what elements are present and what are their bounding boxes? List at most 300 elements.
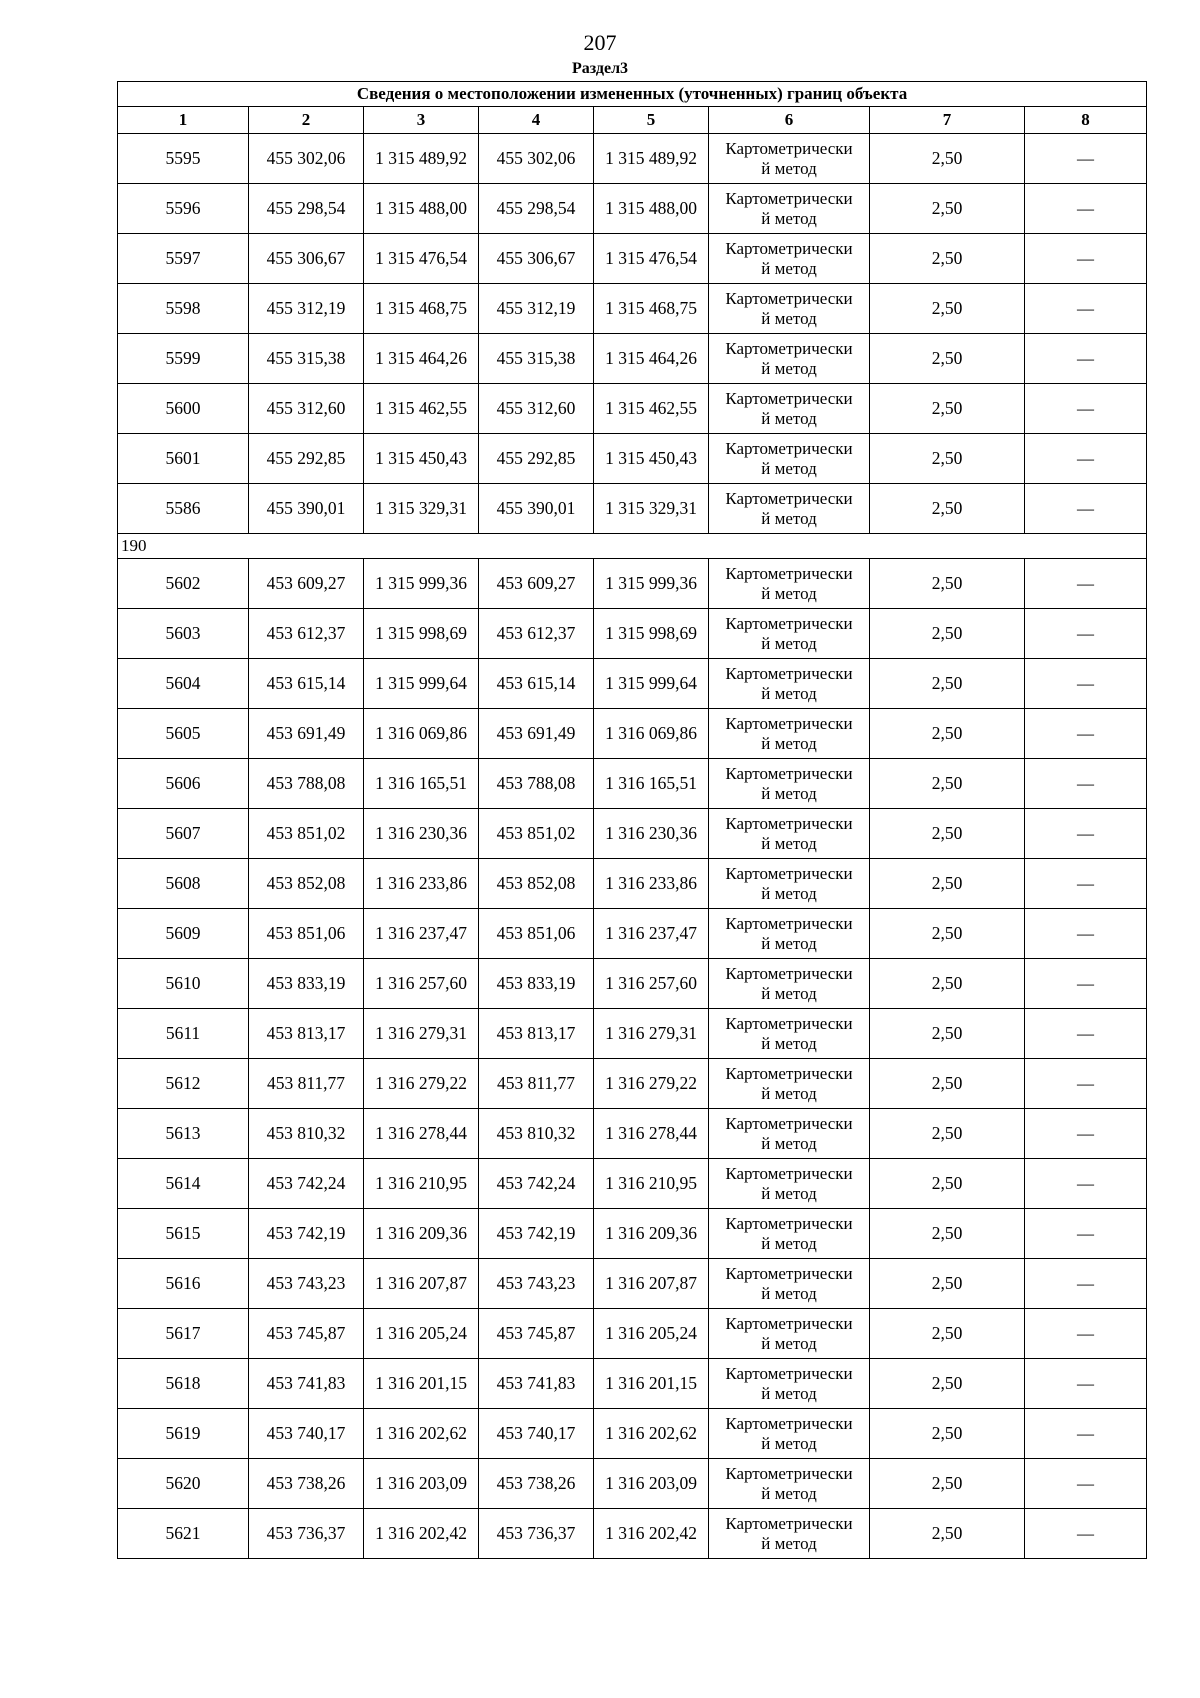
method-cell — [709, 1359, 870, 1409]
refined-y-cell: 1 315 489,92 — [594, 134, 709, 184]
refined-y-cell: 1 316 279,31 — [594, 1009, 709, 1059]
accuracy-cell: 2,50 — [870, 1109, 1025, 1159]
accuracy-cell: 2,50 — [870, 284, 1025, 334]
accuracy-cell: 2,50 — [870, 234, 1025, 284]
refined-x-cell: 455 312,60 — [479, 384, 594, 434]
refined-y-cell: 1 315 476,54 — [594, 234, 709, 284]
method-line-1: Картометрически — [725, 913, 853, 933]
description-cell: — — [1025, 909, 1147, 959]
method-line-2: й метод — [761, 458, 817, 478]
description-cell: — — [1025, 284, 1147, 334]
existing-x-cell: 453 813,17 — [249, 1009, 364, 1059]
point-number-cell: 5617 — [118, 1309, 249, 1359]
description-cell: — — [1025, 759, 1147, 809]
point-number-cell: 5613 — [118, 1109, 249, 1159]
existing-y-cell: 1 316 233,86 — [364, 859, 479, 909]
point-number-cell: 5620 — [118, 1459, 249, 1509]
refined-x-cell: 455 312,19 — [479, 284, 594, 334]
refined-x-cell: 455 302,06 — [479, 134, 594, 184]
method-line-2: й метод — [761, 883, 817, 903]
refined-y-cell: 1 315 462,55 — [594, 384, 709, 434]
method-line-2: й метод — [761, 833, 817, 853]
method-line-2: й метод — [761, 1483, 817, 1503]
accuracy-cell: 2,50 — [870, 859, 1025, 909]
refined-x-cell: 453 736,37 — [479, 1509, 594, 1559]
existing-x-cell: 453 851,06 — [249, 909, 364, 959]
method-cell — [709, 184, 870, 234]
method-line-1: Картометрически — [725, 138, 853, 158]
method-line-1: Картометрически — [725, 238, 853, 258]
point-number-cell: 5618 — [118, 1359, 249, 1409]
accuracy-cell: 2,50 — [870, 484, 1025, 534]
refined-y-cell: 1 315 450,43 — [594, 434, 709, 484]
existing-x-cell: 453 852,08 — [249, 859, 364, 909]
table-row — [118, 484, 1147, 534]
table-row — [118, 1359, 1147, 1409]
refined-x-cell: 453 612,37 — [479, 609, 594, 659]
method-cell — [709, 434, 870, 484]
accuracy-cell: 2,50 — [870, 1209, 1025, 1259]
refined-x-cell: 453 852,08 — [479, 859, 594, 909]
method-line-2: й метод — [761, 508, 817, 528]
point-number-cell: 5614 — [118, 1159, 249, 1209]
accuracy-cell: 2,50 — [870, 909, 1025, 959]
table-row — [118, 859, 1147, 909]
refined-x-cell: 453 742,24 — [479, 1159, 594, 1209]
description-cell: — — [1025, 809, 1147, 859]
existing-y-cell: 1 316 278,44 — [364, 1109, 479, 1159]
method-line-1: Картометрически — [725, 613, 853, 633]
method-cell — [709, 909, 870, 959]
refined-x-cell: 453 738,26 — [479, 1459, 594, 1509]
method-line-1: Картометрически — [725, 438, 853, 458]
refined-y-cell: 1 316 278,44 — [594, 1109, 709, 1159]
method-cell — [709, 1109, 870, 1159]
method-line-1: Картометрически — [725, 1363, 853, 1383]
method-cell — [709, 859, 870, 909]
table-body — [118, 134, 1147, 1559]
table-row — [118, 1459, 1147, 1509]
existing-x-cell: 453 811,77 — [249, 1059, 364, 1109]
description-cell: — — [1025, 184, 1147, 234]
description-cell: — — [1025, 1459, 1147, 1509]
refined-x-cell: 455 315,38 — [479, 334, 594, 384]
accuracy-cell: 2,50 — [870, 659, 1025, 709]
description-cell: — — [1025, 484, 1147, 534]
refined-y-cell: 1 316 202,62 — [594, 1409, 709, 1459]
table-caption-row — [118, 82, 1147, 107]
description-cell: — — [1025, 134, 1147, 184]
refined-y-cell: 1 315 998,69 — [594, 609, 709, 659]
refined-y-cell: 1 315 329,31 — [594, 484, 709, 534]
accuracy-cell: 2,50 — [870, 1459, 1025, 1509]
existing-y-cell: 1 315 464,26 — [364, 334, 479, 384]
method-cell — [709, 384, 870, 434]
method-cell — [709, 1209, 870, 1259]
accuracy-cell: 2,50 — [870, 709, 1025, 759]
table-row — [118, 1009, 1147, 1059]
existing-y-cell: 1 315 489,92 — [364, 134, 479, 184]
column-number: 6 — [709, 107, 870, 134]
existing-y-cell: 1 316 207,87 — [364, 1259, 479, 1309]
refined-x-cell: 453 810,32 — [479, 1109, 594, 1159]
refined-x-cell: 453 788,08 — [479, 759, 594, 809]
description-cell: — — [1025, 384, 1147, 434]
existing-y-cell: 1 316 069,86 — [364, 709, 479, 759]
table-row — [118, 709, 1147, 759]
table-row — [118, 1209, 1147, 1259]
method-line-1: Картометрически — [725, 188, 853, 208]
table-row — [118, 1109, 1147, 1159]
refined-y-cell: 1 315 999,36 — [594, 559, 709, 609]
accuracy-cell: 2,50 — [870, 1359, 1025, 1409]
existing-y-cell: 1 315 476,54 — [364, 234, 479, 284]
description-cell: — — [1025, 609, 1147, 659]
method-line-2: й метод — [761, 583, 817, 603]
existing-x-cell: 453 742,19 — [249, 1209, 364, 1259]
column-number: 8 — [1025, 107, 1147, 134]
method-cell — [709, 1509, 870, 1559]
existing-x-cell: 453 691,49 — [249, 709, 364, 759]
table-row — [118, 1059, 1147, 1109]
method-cell — [709, 759, 870, 809]
description-cell: — — [1025, 709, 1147, 759]
refined-y-cell: 1 316 230,36 — [594, 809, 709, 859]
method-cell — [709, 334, 870, 384]
existing-y-cell: 1 316 279,22 — [364, 1059, 479, 1109]
method-line-1: Картометрически — [725, 813, 853, 833]
refined-x-cell: 453 743,23 — [479, 1259, 594, 1309]
method-line-2: й метод — [761, 358, 817, 378]
point-number-cell: 5612 — [118, 1059, 249, 1109]
method-cell — [709, 1159, 870, 1209]
method-line-1: Картометрически — [725, 563, 853, 583]
point-number-cell: 5615 — [118, 1209, 249, 1259]
method-line-2: й метод — [761, 158, 817, 178]
accuracy-cell: 2,50 — [870, 334, 1025, 384]
refined-y-cell: 1 316 205,24 — [594, 1309, 709, 1359]
point-number-cell: 5597 — [118, 234, 249, 284]
method-line-2: й метод — [761, 1433, 817, 1453]
method-cell — [709, 234, 870, 284]
table-row — [118, 559, 1147, 609]
existing-y-cell: 1 315 999,36 — [364, 559, 479, 609]
existing-x-cell: 455 312,60 — [249, 384, 364, 434]
refined-y-cell: 1 316 203,09 — [594, 1459, 709, 1509]
method-line-1: Картометрически — [725, 1213, 853, 1233]
point-number-cell: 5621 — [118, 1509, 249, 1559]
method-line-2: й метод — [761, 1333, 817, 1353]
description-cell: — — [1025, 1409, 1147, 1459]
description-cell: — — [1025, 859, 1147, 909]
method-cell — [709, 959, 870, 1009]
method-line-2: й метод — [761, 683, 817, 703]
point-number-cell: 5599 — [118, 334, 249, 384]
existing-y-cell: 1 316 202,42 — [364, 1509, 479, 1559]
existing-x-cell: 453 833,19 — [249, 959, 364, 1009]
table-row — [118, 184, 1147, 234]
method-cell — [709, 284, 870, 334]
description-cell: — — [1025, 1009, 1147, 1059]
point-number-cell: 5600 — [118, 384, 249, 434]
point-number-cell: 5606 — [118, 759, 249, 809]
refined-x-cell: 453 813,17 — [479, 1009, 594, 1059]
accuracy-cell: 2,50 — [870, 184, 1025, 234]
refined-y-cell: 1 315 468,75 — [594, 284, 709, 334]
method-line-2: й метод — [761, 1383, 817, 1403]
refined-x-cell: 455 390,01 — [479, 484, 594, 534]
method-cell — [709, 1309, 870, 1359]
table-row — [118, 384, 1147, 434]
existing-y-cell: 1 316 203,09 — [364, 1459, 479, 1509]
refined-x-cell: 453 851,06 — [479, 909, 594, 959]
refined-y-cell: 1 315 464,26 — [594, 334, 709, 384]
table-row — [118, 234, 1147, 284]
existing-x-cell: 453 788,08 — [249, 759, 364, 809]
refined-x-cell: 453 742,19 — [479, 1209, 594, 1259]
refined-x-cell: 453 615,14 — [479, 659, 594, 709]
method-line-2: й метод — [761, 933, 817, 953]
accuracy-cell: 2,50 — [870, 134, 1025, 184]
table-row — [118, 1159, 1147, 1209]
point-number-cell: 5596 — [118, 184, 249, 234]
table-caption: Сведения о местоположении измененных (уточненных) границ объекта — [118, 82, 1147, 107]
table-row — [118, 284, 1147, 334]
description-cell: — — [1025, 1059, 1147, 1109]
method-line-1: Картометрически — [725, 1263, 853, 1283]
refined-y-cell: 1 316 233,86 — [594, 859, 709, 909]
method-line-1: Картометрически — [725, 1463, 853, 1483]
existing-y-cell: 1 315 999,64 — [364, 659, 479, 709]
method-line-1: Картометрически — [725, 863, 853, 883]
description-cell: — — [1025, 659, 1147, 709]
accuracy-cell: 2,50 — [870, 384, 1025, 434]
method-line-2: й метод — [761, 1033, 817, 1053]
method-line-1: Картометрически — [725, 488, 853, 508]
existing-x-cell: 455 390,01 — [249, 484, 364, 534]
page-number: 207 — [583, 30, 617, 55]
description-cell: — — [1025, 1359, 1147, 1409]
existing-x-cell: 455 292,85 — [249, 434, 364, 484]
refined-x-cell: 455 306,67 — [479, 234, 594, 284]
existing-x-cell: 453 745,87 — [249, 1309, 364, 1359]
accuracy-cell: 2,50 — [870, 1259, 1025, 1309]
refined-y-cell: 1 316 279,22 — [594, 1059, 709, 1109]
existing-x-cell: 453 615,14 — [249, 659, 364, 709]
existing-y-cell: 1 315 488,00 — [364, 184, 479, 234]
description-cell: — — [1025, 559, 1147, 609]
accuracy-cell: 2,50 — [870, 1509, 1025, 1559]
method-line-1: Картометрически — [725, 388, 853, 408]
refined-x-cell: 453 833,19 — [479, 959, 594, 1009]
existing-x-cell: 455 315,38 — [249, 334, 364, 384]
refined-x-cell: 453 745,87 — [479, 1309, 594, 1359]
boundary-coordinates-table — [117, 81, 1147, 1559]
existing-x-cell: 453 742,24 — [249, 1159, 364, 1209]
existing-y-cell: 1 315 468,75 — [364, 284, 479, 334]
method-line-1: Картометрически — [725, 763, 853, 783]
accuracy-cell: 2,50 — [870, 1009, 1025, 1059]
existing-y-cell: 1 316 209,36 — [364, 1209, 479, 1259]
method-cell — [709, 809, 870, 859]
method-line-2: й метод — [761, 1533, 817, 1553]
refined-y-cell: 1 315 999,64 — [594, 659, 709, 709]
description-cell: — — [1025, 1509, 1147, 1559]
refined-y-cell: 1 316 201,15 — [594, 1359, 709, 1409]
existing-y-cell: 1 315 998,69 — [364, 609, 479, 659]
method-cell — [709, 484, 870, 534]
method-line-1: Картометрически — [725, 963, 853, 983]
point-number-cell: 5605 — [118, 709, 249, 759]
description-cell: — — [1025, 1259, 1147, 1309]
existing-x-cell: 453 740,17 — [249, 1409, 364, 1459]
method-line-1: Картометрически — [725, 1013, 853, 1033]
table-row — [118, 809, 1147, 859]
accuracy-cell: 2,50 — [870, 434, 1025, 484]
group-row — [118, 534, 1147, 559]
accuracy-cell: 2,50 — [870, 759, 1025, 809]
refined-x-cell: 453 851,02 — [479, 809, 594, 859]
table-row — [118, 334, 1147, 384]
accuracy-cell: 2,50 — [870, 1159, 1025, 1209]
method-line-1: Картометрически — [725, 663, 853, 683]
refined-x-cell: 455 298,54 — [479, 184, 594, 234]
column-number: 7 — [870, 107, 1025, 134]
refined-y-cell: 1 316 257,60 — [594, 959, 709, 1009]
existing-y-cell: 1 316 165,51 — [364, 759, 479, 809]
method-line-2: й метод — [761, 983, 817, 1003]
refined-y-cell: 1 316 209,36 — [594, 1209, 709, 1259]
point-number-cell: 5619 — [118, 1409, 249, 1459]
method-cell — [709, 1409, 870, 1459]
point-number-cell: 5603 — [118, 609, 249, 659]
accuracy-cell: 2,50 — [870, 1409, 1025, 1459]
refined-y-cell: 1 316 207,87 — [594, 1259, 709, 1309]
table-row — [118, 1259, 1147, 1309]
table-row — [118, 1509, 1147, 1559]
existing-x-cell: 453 741,83 — [249, 1359, 364, 1409]
section-title: Раздел3 — [571, 60, 629, 77]
existing-x-cell: 455 302,06 — [249, 134, 364, 184]
method-line-2: й метод — [761, 408, 817, 428]
existing-x-cell: 455 312,19 — [249, 284, 364, 334]
refined-x-cell: 455 292,85 — [479, 434, 594, 484]
existing-y-cell: 1 316 201,15 — [364, 1359, 479, 1409]
point-number-cell: 5607 — [118, 809, 249, 859]
description-cell: — — [1025, 959, 1147, 1009]
method-line-1: Картометрически — [725, 1063, 853, 1083]
method-line-1: Картометрически — [725, 1113, 853, 1133]
point-number-cell: 5611 — [118, 1009, 249, 1059]
existing-x-cell: 453 851,02 — [249, 809, 364, 859]
existing-y-cell: 1 316 279,31 — [364, 1009, 479, 1059]
accuracy-cell: 2,50 — [870, 959, 1025, 1009]
table-row — [118, 659, 1147, 709]
point-number-cell: 5616 — [118, 1259, 249, 1309]
method-line-1: Картометрически — [725, 1163, 853, 1183]
refined-y-cell: 1 316 210,95 — [594, 1159, 709, 1209]
table-row — [118, 134, 1147, 184]
description-cell: — — [1025, 1209, 1147, 1259]
existing-x-cell: 453 738,26 — [249, 1459, 364, 1509]
method-line-2: й метод — [761, 1133, 817, 1153]
refined-x-cell: 453 811,77 — [479, 1059, 594, 1109]
description-cell: — — [1025, 1309, 1147, 1359]
existing-x-cell: 453 743,23 — [249, 1259, 364, 1309]
point-number-cell: 5604 — [118, 659, 249, 709]
existing-x-cell: 455 306,67 — [249, 234, 364, 284]
method-line-1: Картометрически — [725, 288, 853, 308]
existing-y-cell: 1 315 462,55 — [364, 384, 479, 434]
method-cell — [709, 1059, 870, 1109]
group-label: 190 — [118, 534, 1147, 559]
existing-y-cell: 1 316 205,24 — [364, 1309, 479, 1359]
accuracy-cell: 2,50 — [870, 559, 1025, 609]
point-number-cell: 5586 — [118, 484, 249, 534]
column-number-row — [118, 107, 1147, 134]
point-number-cell: 5598 — [118, 284, 249, 334]
description-cell: — — [1025, 1109, 1147, 1159]
method-cell — [709, 659, 870, 709]
table-row — [118, 1309, 1147, 1359]
column-number: 4 — [479, 107, 594, 134]
table-row — [118, 1409, 1147, 1459]
point-number-cell: 5595 — [118, 134, 249, 184]
existing-y-cell: 1 316 210,95 — [364, 1159, 479, 1209]
method-line-2: й метод — [761, 258, 817, 278]
column-number: 3 — [364, 107, 479, 134]
column-number: 5 — [594, 107, 709, 134]
column-number: 1 — [118, 107, 249, 134]
refined-x-cell: 453 740,17 — [479, 1409, 594, 1459]
description-cell: — — [1025, 334, 1147, 384]
method-cell — [709, 1259, 870, 1309]
existing-y-cell: 1 316 230,36 — [364, 809, 479, 859]
method-line-2: й метод — [761, 783, 817, 803]
existing-x-cell: 453 612,37 — [249, 609, 364, 659]
method-line-2: й метод — [761, 1083, 817, 1103]
method-line-1: Картометрически — [725, 1513, 853, 1533]
method-line-1: Картометрически — [725, 1413, 853, 1433]
existing-x-cell: 453 609,27 — [249, 559, 364, 609]
point-number-cell: 5610 — [118, 959, 249, 1009]
column-number: 2 — [249, 107, 364, 134]
method-cell — [709, 1459, 870, 1509]
method-line-2: й метод — [761, 1283, 817, 1303]
description-cell: — — [1025, 234, 1147, 284]
refined-x-cell: 453 741,83 — [479, 1359, 594, 1409]
table-row — [118, 959, 1147, 1009]
existing-x-cell: 453 736,37 — [249, 1509, 364, 1559]
refined-y-cell: 1 315 488,00 — [594, 184, 709, 234]
refined-y-cell: 1 316 165,51 — [594, 759, 709, 809]
point-number-cell: 5602 — [118, 559, 249, 609]
refined-y-cell: 1 316 237,47 — [594, 909, 709, 959]
existing-y-cell: 1 315 329,31 — [364, 484, 479, 534]
point-number-cell: 5601 — [118, 434, 249, 484]
method-line-2: й метод — [761, 733, 817, 753]
accuracy-cell: 2,50 — [870, 609, 1025, 659]
method-line-1: Картометрически — [725, 1313, 853, 1333]
table-row — [118, 909, 1147, 959]
method-line-1: Картометрически — [725, 713, 853, 733]
accuracy-cell: 2,50 — [870, 1309, 1025, 1359]
existing-y-cell: 1 315 450,43 — [364, 434, 479, 484]
refined-y-cell: 1 316 202,42 — [594, 1509, 709, 1559]
point-number-cell: 5608 — [118, 859, 249, 909]
method-cell — [709, 709, 870, 759]
existing-y-cell: 1 316 257,60 — [364, 959, 479, 1009]
